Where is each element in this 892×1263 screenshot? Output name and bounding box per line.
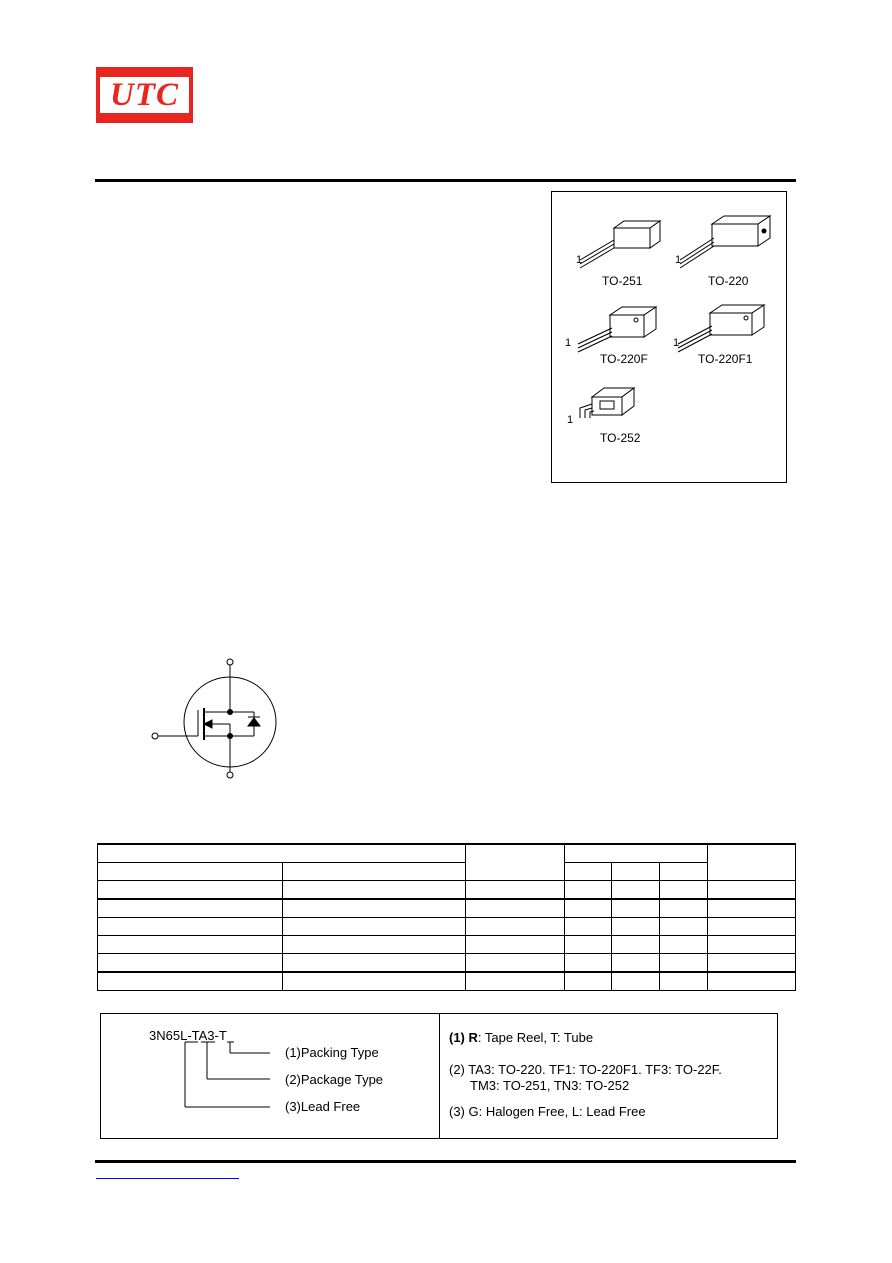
- lead-free-label: (3)Lead Free: [285, 1099, 361, 1114]
- to-220f1-drawing: [678, 305, 764, 352]
- note-package-num: (2): [449, 1062, 465, 1077]
- package-box: [551, 191, 787, 483]
- footer-link[interactable]: [96, 1178, 239, 1179]
- note-package-line-1: TA3: TO-220. TF1: TO-220F1. TF3: TO-22F.: [468, 1062, 722, 1077]
- table-row: [98, 844, 796, 863]
- to-220f-pin-label: 1: [565, 337, 572, 349]
- footer-rule: [95, 1160, 796, 1163]
- table-row: [98, 918, 796, 936]
- note-packing-text: : Tape Reel, T: Tube: [477, 1030, 594, 1045]
- to-220-drawing: [680, 216, 770, 268]
- note-packing-code: R: [468, 1030, 478, 1045]
- to-251-drawing: [580, 221, 660, 268]
- to-251-label: TO-251: [602, 274, 643, 288]
- part-packing-code: T: [218, 1028, 227, 1043]
- package-drawings: [552, 192, 788, 484]
- note-package: [449, 1062, 722, 1077]
- to-252-pin-label: 1: [567, 414, 574, 426]
- to-220-pin-label: 1: [675, 254, 682, 266]
- table-row: [98, 881, 796, 900]
- package-type-label: (2)Package Type: [285, 1072, 384, 1087]
- table-row: [98, 936, 796, 954]
- table-row: [98, 954, 796, 973]
- part-dash-2: -: [214, 1028, 219, 1043]
- logo-inner: [100, 77, 189, 113]
- part-lead-free-code: L: [180, 1028, 188, 1043]
- table-row: [98, 899, 796, 918]
- part-prefix: 3N65: [149, 1028, 181, 1043]
- to-220f1-label: TO-220F1: [698, 352, 753, 366]
- note-packing-num: (1): [449, 1030, 465, 1045]
- mosfet-symbol: [140, 652, 290, 782]
- to-251-pin-label: 1: [576, 254, 583, 266]
- table-row: [98, 863, 796, 881]
- to-220f1-pin-label: 1: [673, 337, 680, 349]
- to-252-label: TO-252: [600, 431, 641, 445]
- header-rule: [95, 179, 796, 182]
- table-row: [98, 972, 796, 991]
- note-package-line-2: TM3: TO-251, TN3: TO-252: [470, 1078, 630, 1093]
- utc-logo: [96, 67, 193, 123]
- to-220-label: TO-220: [708, 274, 749, 288]
- to-220f-drawing: [578, 307, 656, 352]
- note-lead-free: (3) G: Halogen Free, L: Lead Free: [449, 1104, 646, 1119]
- packing-type-label: (1)Packing Type: [285, 1045, 379, 1060]
- to-252-drawing: [580, 388, 634, 418]
- note-packing: [449, 1030, 593, 1045]
- part-dash-1: -: [187, 1028, 192, 1043]
- part-package-code: TA3: [191, 1028, 215, 1043]
- logo-text: UTC: [110, 77, 179, 113]
- ordering-table: [97, 843, 796, 991]
- to-220f-label: TO-220F: [600, 352, 648, 366]
- part-number-example: [149, 1028, 227, 1043]
